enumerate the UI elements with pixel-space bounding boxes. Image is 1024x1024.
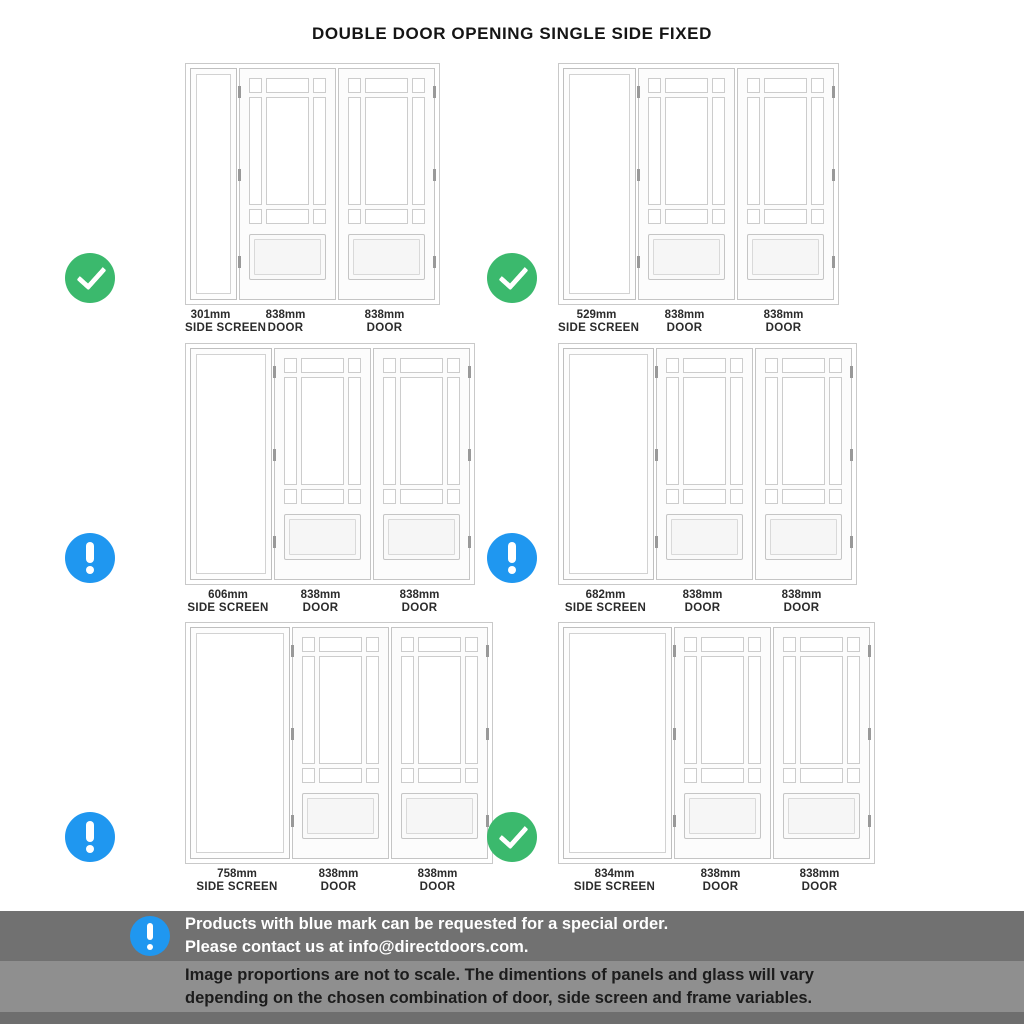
special-order-note-text: Products with blue mark can be requested for a special order. Please contact us at info@directdoors.com. [185,915,669,956]
glass-pane [712,97,725,205]
door-bottom-panel [684,793,761,839]
glass-pane [847,656,860,764]
door-label: 838mm DOOR [700,868,741,893]
check-icon [487,812,537,862]
door-glazing [747,78,824,224]
glass-pane [783,637,796,652]
door-label: 838mm DOOR [318,868,359,893]
glass-pane [348,489,361,504]
glass-pane [684,656,697,764]
door-leaf-right [338,68,435,300]
door-leaf-left [638,68,735,300]
door-glazing [284,358,361,504]
glass-pane [401,637,414,652]
glass-pane [800,656,843,764]
disclaimer-text: Image proportions are not to scale. The dimentions of panels and glass will vary depending on the chosen combination of door, side screen and frame variables. [185,966,814,1007]
door-glazing [348,78,425,224]
glass-pane [811,209,824,224]
glass-pane [648,78,661,93]
glass-pane [418,768,461,783]
door-leaf-left [656,348,753,580]
glass-pane [266,78,309,93]
glass-pane [412,97,425,205]
door-bottom-panel [383,514,460,560]
side-screen [563,68,636,300]
check-icon [487,253,537,303]
glass-pane [249,78,262,93]
glass-pane [666,489,679,504]
glass-pane [747,97,760,205]
glass-pane [301,358,344,373]
door-label: 838mm DOOR [265,309,306,334]
dimension-labels [558,589,857,615]
glass-pane [249,209,262,224]
door-bottom-panel [747,234,824,280]
glass-pane [730,358,743,373]
door-label: 838mm DOOR [763,309,804,334]
dimension-labels [558,309,839,335]
disclaimer-bar [0,961,1024,1012]
door-bottom-panel [401,793,478,839]
glass-pane [701,637,744,652]
double-doors [656,348,852,580]
door-unit [558,343,857,585]
door-bottom-panel [666,514,743,560]
door-label: 838mm DOOR [664,309,705,334]
side-screen [190,348,272,580]
side-screen-glass [196,74,231,294]
glass-pane [765,489,778,504]
glass-pane [764,97,807,205]
door-leaf-left [239,68,336,300]
side-screen-glass [196,633,284,853]
side-screen-label: 682mm SIDE SCREEN [564,589,647,614]
glass-pane [447,377,460,485]
special-order-note-bar [0,911,1024,961]
glass-pane [418,637,461,652]
glass-pane [764,209,807,224]
glass-pane [302,656,315,764]
glass-pane [765,358,778,373]
config-606 [185,343,475,615]
glass-pane [447,489,460,504]
glass-pane [412,78,425,93]
door-glazing [249,78,326,224]
side-screen [563,348,654,580]
door-label: 838mm DOOR [781,589,822,614]
door-unit [185,63,440,305]
door-bottom-panel [765,514,842,560]
glass-pane [366,656,379,764]
glass-pane [811,97,824,205]
glass-pane [401,768,414,783]
glass-pane [829,358,842,373]
glass-pane [684,768,697,783]
glass-pane [666,377,679,485]
info-exclamation-icon [130,916,170,956]
dimension-labels [185,868,493,894]
glass-pane [765,377,778,485]
glass-pane [847,637,860,652]
glass-pane [401,656,414,764]
glass-pane [412,209,425,224]
glass-pane [748,656,761,764]
glass-pane [447,358,460,373]
door-label: 838mm DOOR [399,589,440,614]
config-row-1 [0,63,1024,335]
side-screen-label: 758mm SIDE SCREEN [196,868,278,893]
dimension-labels [185,589,475,615]
glass-pane [366,637,379,652]
glass-pane [365,97,408,205]
side-screen-glass [569,74,630,294]
door-leaf-right [755,348,852,580]
door-bottom-panel [783,793,860,839]
glass-pane [302,768,315,783]
door-label: 838mm DOOR [799,868,840,893]
glass-pane [782,377,825,485]
glass-pane [366,768,379,783]
door-glazing [783,637,860,783]
glass-pane [418,656,461,764]
door-bottom-panel [249,234,326,280]
door-bottom-panel [302,793,379,839]
glass-pane [348,97,361,205]
glass-pane [400,358,443,373]
glass-pane [701,656,744,764]
door-label: 838mm DOOR [364,309,405,334]
side-screen [190,68,237,300]
dimension-labels [185,309,440,335]
glass-pane [782,358,825,373]
check-icon [65,253,115,303]
config-row-2 [0,343,1024,615]
double-doors [239,68,435,300]
double-doors [274,348,470,580]
glass-pane [747,78,760,93]
config-834 [558,622,875,894]
side-screen-glass [196,354,266,574]
glass-pane [365,209,408,224]
door-glazing [666,358,743,504]
glass-pane [712,209,725,224]
door-glazing [684,637,761,783]
door-glazing [302,637,379,783]
glass-pane [730,377,743,485]
glass-pane [301,377,344,485]
glass-pane [783,768,796,783]
glass-pane [383,358,396,373]
special-order-icon [65,533,115,583]
glass-pane [249,97,262,205]
glass-pane [683,377,726,485]
glass-pane [747,209,760,224]
glass-pane [764,78,807,93]
config-301 [185,63,440,335]
glass-pane [800,637,843,652]
glass-pane [383,377,396,485]
glass-pane [782,489,825,504]
glass-pane [465,637,478,652]
door-glazing [765,358,842,504]
door-unit [558,63,839,305]
dimension-labels [558,868,875,894]
door-leaf-right [391,627,488,859]
glass-pane [684,637,697,652]
glass-pane [465,656,478,764]
glass-pane [648,97,661,205]
special-order-icon [487,533,537,583]
glass-pane [800,768,843,783]
glass-pane [365,78,408,93]
door-leaf-left [674,627,771,859]
page-title: DOUBLE DOOR OPENING SINGLE SIDE FIXED [311,24,713,43]
side-screen [190,627,290,859]
glass-pane [348,377,361,485]
glass-pane [348,358,361,373]
glass-pane [266,97,309,205]
glass-pane [783,656,796,764]
door-label: 838mm DOOR [682,589,723,614]
door-unit [558,622,875,864]
door-leaf-right [773,627,870,859]
glass-pane [712,78,725,93]
side-screen-label: 301mm SIDE SCREEN [185,309,267,334]
glass-pane [400,489,443,504]
config-row-3 [0,622,1024,894]
glass-pane [383,489,396,504]
door-leaf-left [292,627,389,859]
glass-pane [811,78,824,93]
glass-pane [847,768,860,783]
glass-pane [319,637,362,652]
glass-pane [666,358,679,373]
side-screen [563,627,672,859]
door-unit [185,622,493,864]
door-glazing [648,78,725,224]
glass-pane [400,377,443,485]
side-screen-label: 606mm SIDE SCREEN [187,589,269,614]
door-bottom-panel [284,514,361,560]
glass-pane [348,209,361,224]
glass-pane [829,377,842,485]
door-unit [185,343,475,585]
door-glazing [383,358,460,504]
glass-pane [313,97,326,205]
door-bottom-panel [348,234,425,280]
door-leaf-left [274,348,371,580]
config-529 [558,63,839,335]
glass-pane [313,78,326,93]
double-doors [674,627,870,859]
glass-pane [319,656,362,764]
glass-pane [302,637,315,652]
glass-pane [748,768,761,783]
config-682 [558,343,857,615]
door-leaf-right [373,348,470,580]
glass-pane [829,489,842,504]
glass-pane [319,768,362,783]
side-screen-glass [569,633,666,853]
config-758 [185,622,493,894]
glass-pane [284,377,297,485]
door-leaf-right [737,68,834,300]
glass-pane [648,209,661,224]
double-doors [638,68,834,300]
glass-pane [665,97,708,205]
glass-pane [701,768,744,783]
glass-pane [301,489,344,504]
side-screen-label: 529mm SIDE SCREEN [558,309,640,334]
door-label: 838mm DOOR [300,589,341,614]
door-bottom-panel [648,234,725,280]
glass-pane [284,489,297,504]
special-order-icon [65,812,115,862]
double-doors [292,627,488,859]
glass-pane [465,768,478,783]
glass-pane [284,358,297,373]
glass-pane [730,489,743,504]
glass-pane [348,78,361,93]
glass-pane [683,489,726,504]
glass-pane [665,209,708,224]
glass-pane [313,209,326,224]
side-screen-glass [569,354,648,574]
glass-pane [266,209,309,224]
glass-pane [683,358,726,373]
footer-strip [0,1012,1024,1024]
glass-pane [748,637,761,652]
door-glazing [401,637,478,783]
door-label: 838mm DOOR [417,868,458,893]
side-screen-label: 834mm SIDE SCREEN [573,868,656,893]
glass-pane [665,78,708,93]
